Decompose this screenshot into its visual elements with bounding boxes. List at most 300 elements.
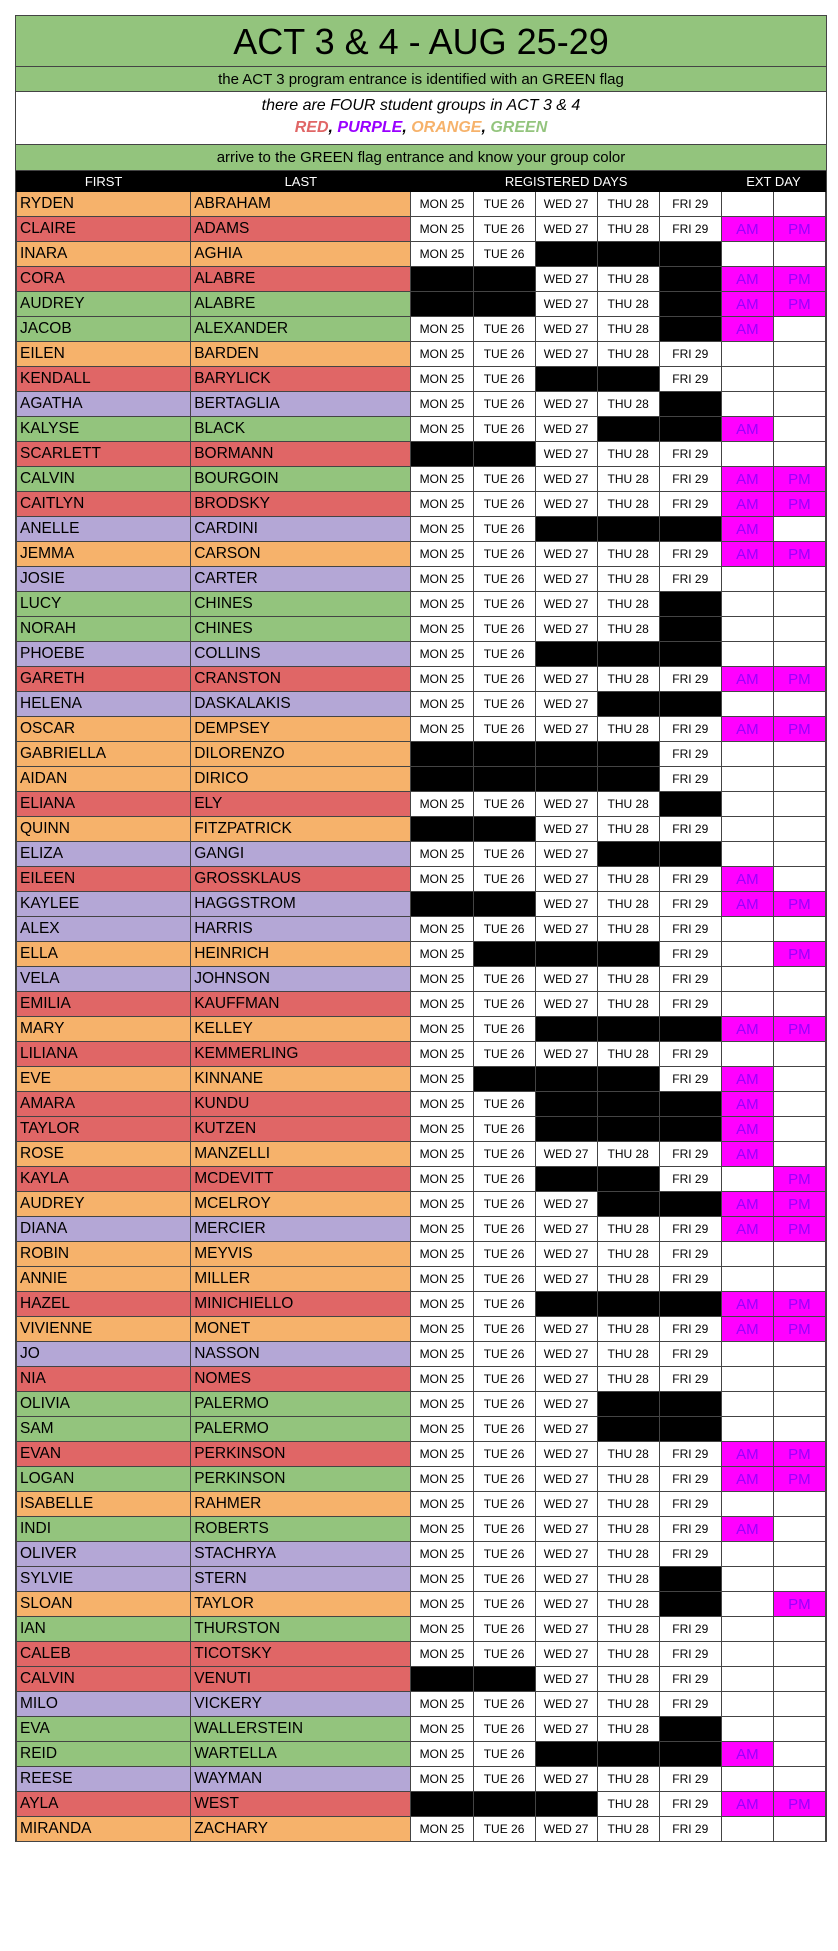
day-registered: FRI 29 [659,1692,721,1717]
ext-am: AM [721,667,773,692]
table-row [17,1617,826,1642]
last-name: THURSTON [191,1617,411,1642]
day-registered: MON 25 [411,1267,473,1292]
day-registered: TUE 26 [473,917,535,942]
day-registered: MON 25 [411,1567,473,1592]
day-registered: FRI 29 [659,1817,721,1842]
ext-pm [773,567,825,592]
ext-am [721,1617,773,1642]
ext-am: AM [721,1117,773,1142]
day-registered: MON 25 [411,1192,473,1217]
ext-am [721,967,773,992]
day-not-registered [535,1017,597,1042]
day-registered: FRI 29 [659,1642,721,1667]
day-registered: FRI 29 [659,917,721,942]
last-name: TAYLOR [191,1592,411,1617]
day-not-registered [597,1117,659,1142]
day-registered: MON 25 [411,592,473,617]
day-registered: TUE 26 [473,1417,535,1442]
table-row [17,1717,826,1742]
day-registered: THU 28 [597,1042,659,1067]
day-registered: WED 27 [535,817,597,842]
day-registered: THU 28 [597,967,659,992]
day-registered: MON 25 [411,842,473,867]
ext-am: AM [721,867,773,892]
day-registered: TUE 26 [473,342,535,367]
ext-am [721,592,773,617]
ext-pm [773,1067,825,1092]
day-registered: TUE 26 [473,592,535,617]
day-registered: TUE 26 [473,1567,535,1592]
ext-pm [773,1492,825,1517]
day-registered: FRI 29 [659,1267,721,1292]
table-row [17,242,826,267]
ext-pm [773,1742,825,1767]
day-registered: MON 25 [411,1592,473,1617]
day-registered: TUE 26 [473,1642,535,1667]
day-registered: MON 25 [411,1767,473,1792]
first-name: HAZEL [17,1292,191,1317]
day-registered: WED 27 [535,1142,597,1167]
last-name: CARSON [191,542,411,567]
first-name: RYDEN [17,192,191,217]
day-registered: THU 28 [597,1767,659,1792]
last-name: ALEXANDER [191,317,411,342]
day-registered: FRI 29 [659,1342,721,1367]
day-registered: THU 28 [597,467,659,492]
day-registered: FRI 29 [659,892,721,917]
day-registered: MON 25 [411,667,473,692]
ext-am: AM [721,467,773,492]
first-name: ROBIN [17,1242,191,1267]
ext-am [721,1417,773,1442]
ext-am [721,1692,773,1717]
day-registered: THU 28 [597,1642,659,1667]
ext-pm [773,692,825,717]
day-registered: WED 27 [535,492,597,517]
day-not-registered [411,442,473,467]
day-registered: MON 25 [411,517,473,542]
table-row [17,1192,826,1217]
day-registered: TUE 26 [473,1467,535,1492]
table-row [17,1392,826,1417]
day-registered: MON 25 [411,567,473,592]
day-registered: WED 27 [535,442,597,467]
first-name: ROSE [17,1142,191,1167]
ext-pm: PM [773,492,825,517]
ext-pm: PM [773,292,825,317]
day-registered: THU 28 [597,292,659,317]
table-row [17,367,826,392]
first-name: KENDALL [17,367,191,392]
first-name: CAITLYN [17,492,191,517]
first-name: AMARA [17,1092,191,1117]
table-row [17,542,826,567]
ext-pm [773,1342,825,1367]
group-orange: ORANGE [411,119,482,136]
table-row [17,492,826,517]
first-name: GABRIELLA [17,742,191,767]
day-registered: TUE 26 [473,692,535,717]
ext-am [721,1242,773,1267]
table-row [17,1417,826,1442]
day-registered: WED 27 [535,842,597,867]
day-registered: TUE 26 [473,1092,535,1117]
last-name: BRODSKY [191,492,411,517]
last-name: STACHRYA [191,1542,411,1567]
ext-am [721,1542,773,1567]
first-name: ELIANA [17,792,191,817]
day-registered: MON 25 [411,1017,473,1042]
day-not-registered [659,1192,721,1217]
ext-pm [773,367,825,392]
first-name: CALVIN [17,1667,191,1692]
day-registered: TUE 26 [473,1192,535,1217]
day-not-registered [597,1417,659,1442]
day-registered: MON 25 [411,1492,473,1517]
day-not-registered [597,842,659,867]
table-row [17,792,826,817]
day-registered: THU 28 [597,817,659,842]
ext-am: AM [721,217,773,242]
ext-pm [773,1542,825,1567]
day-registered: MON 25 [411,1742,473,1767]
first-name: KAYLEE [17,892,191,917]
first-name: DIANA [17,1217,191,1242]
day-registered: WED 27 [535,467,597,492]
first-name: EMILIA [17,992,191,1017]
table-row [17,1742,826,1767]
ext-am [721,917,773,942]
ext-pm [773,442,825,467]
day-registered: THU 28 [597,667,659,692]
day-registered: MON 25 [411,467,473,492]
first-name: JO [17,1342,191,1367]
ext-am [721,442,773,467]
day-registered: MON 25 [411,1042,473,1067]
group-red: RED [294,119,329,136]
day-not-registered [535,1067,597,1092]
group-purple: PURPLE [337,119,403,136]
ext-am [721,1767,773,1792]
day-registered: THU 28 [597,1692,659,1717]
day-registered: THU 28 [597,1142,659,1167]
first-name: LOGAN [17,1467,191,1492]
day-registered: FRI 29 [659,1142,721,1167]
day-registered: FRI 29 [659,767,721,792]
ext-am: AM [721,1292,773,1317]
ext-am: AM [721,1517,773,1542]
last-name: BOURGOIN [191,467,411,492]
ext-am: AM [721,717,773,742]
day-registered: MON 25 [411,1642,473,1667]
ext-am [721,1592,773,1617]
ext-pm [773,1517,825,1542]
last-name: MANZELLI [191,1142,411,1167]
last-name: KEMMERLING [191,1042,411,1067]
day-registered: FRI 29 [659,742,721,767]
day-registered: MON 25 [411,717,473,742]
day-registered: WED 27 [535,267,597,292]
table-row [17,1567,826,1592]
day-registered: TUE 26 [473,717,535,742]
day-not-registered [659,417,721,442]
day-not-registered [411,892,473,917]
day-not-registered [597,1742,659,1767]
first-name: HELENA [17,692,191,717]
day-registered: THU 28 [597,1592,659,1617]
first-name: AUDREY [17,292,191,317]
ext-pm: PM [773,1167,825,1192]
ext-am [721,1567,773,1592]
day-not-registered [659,1292,721,1317]
table-row [17,392,826,417]
day-not-registered [659,1567,721,1592]
day-registered: WED 27 [535,1042,597,1067]
day-not-registered [659,1592,721,1617]
last-name: KINNANE [191,1067,411,1092]
day-registered: TUE 26 [473,1167,535,1192]
first-name: GARETH [17,667,191,692]
day-registered: TUE 26 [473,992,535,1017]
groups-info [16,92,826,145]
day-not-registered [597,242,659,267]
day-registered: WED 27 [535,917,597,942]
ext-pm [773,792,825,817]
table-row [17,842,826,867]
ext-am: AM [721,1092,773,1117]
ext-pm [773,867,825,892]
day-registered: FRI 29 [659,1492,721,1517]
day-registered: MON 25 [411,1342,473,1367]
day-registered: FRI 29 [659,467,721,492]
day-registered: TUE 26 [473,242,535,267]
day-registered: WED 27 [535,1367,597,1392]
day-not-registered [535,767,597,792]
day-not-registered [535,367,597,392]
day-registered: TUE 26 [473,1292,535,1317]
first-name: NORAH [17,617,191,642]
day-registered: TUE 26 [473,417,535,442]
ext-pm: PM [773,667,825,692]
day-registered: TUE 26 [473,1717,535,1742]
day-registered: FRI 29 [659,667,721,692]
ext-pm [773,742,825,767]
ext-pm [773,1042,825,1067]
day-registered: MON 25 [411,1717,473,1742]
ext-am: AM [721,417,773,442]
first-name: INDI [17,1517,191,1542]
ext-am: AM [721,1067,773,1092]
day-not-registered [535,1092,597,1117]
day-registered: TUE 26 [473,1042,535,1067]
ext-pm [773,1642,825,1667]
table-row [17,467,826,492]
ext-am: AM [721,317,773,342]
first-name: ELLA [17,942,191,967]
group-green: GREEN [490,119,548,136]
ext-am: AM [721,1442,773,1467]
day-registered: MON 25 [411,1467,473,1492]
day-not-registered [659,392,721,417]
day-registered: THU 28 [597,192,659,217]
last-name: MILLER [191,1267,411,1292]
last-name: MONET [191,1317,411,1342]
ext-am: AM [721,1742,773,1767]
ext-pm [773,1392,825,1417]
day-registered: WED 27 [535,1392,597,1417]
day-registered: THU 28 [597,1542,659,1567]
last-name: VENUTI [191,1667,411,1692]
last-name: DIRICO [191,767,411,792]
ext-pm [773,1717,825,1742]
table-row [17,1817,826,1842]
first-name: LILIANA [17,1042,191,1067]
last-name: ZACHARY [191,1817,411,1842]
first-name: KAYLA [17,1167,191,1192]
last-name: DILORENZO [191,742,411,767]
table-row [17,942,826,967]
day-registered: FRI 29 [659,367,721,392]
table-row [17,1492,826,1517]
day-registered: TUE 26 [473,1317,535,1342]
day-not-registered [535,1792,597,1817]
last-name: MEYVIS [191,1242,411,1267]
day-registered: FRI 29 [659,1792,721,1817]
day-not-registered [597,942,659,967]
day-not-registered [473,742,535,767]
ext-am [721,567,773,592]
table-row [17,967,826,992]
ext-pm [773,242,825,267]
day-registered: MON 25 [411,1242,473,1267]
day-registered: TUE 26 [473,1767,535,1792]
first-name: JACOB [17,317,191,342]
ext-am [721,342,773,367]
day-registered: WED 27 [535,967,597,992]
day-registered: TUE 26 [473,1442,535,1467]
day-registered: FRI 29 [659,992,721,1017]
day-not-registered [597,1067,659,1092]
last-name: KELLEY [191,1017,411,1042]
table-row [17,917,826,942]
ext-am [721,1492,773,1517]
table-row [17,692,826,717]
ext-pm: PM [773,467,825,492]
day-registered: MON 25 [411,342,473,367]
day-registered: WED 27 [535,892,597,917]
ext-pm [773,1117,825,1142]
day-registered: WED 27 [535,1542,597,1567]
day-not-registered [473,292,535,317]
arrive-note: arrive to the GREEN flag entrance and know your group color [16,145,826,171]
ext-pm [773,767,825,792]
ext-pm: PM [773,892,825,917]
day-not-registered [659,617,721,642]
day-registered: MON 25 [411,367,473,392]
day-registered: WED 27 [535,342,597,367]
last-name: KUTZEN [191,1117,411,1142]
ext-am: AM [721,1317,773,1342]
first-name: OLIVER [17,1542,191,1567]
day-registered: WED 27 [535,1342,597,1367]
day-registered: THU 28 [597,1217,659,1242]
day-registered: THU 28 [597,1717,659,1742]
day-not-registered [411,767,473,792]
day-registered: MON 25 [411,917,473,942]
first-name: ALEX [17,917,191,942]
day-registered: FRI 29 [659,1467,721,1492]
day-registered: MON 25 [411,1692,473,1717]
ext-pm: PM [773,942,825,967]
day-registered: WED 27 [535,317,597,342]
day-registered: MON 25 [411,1367,473,1392]
day-registered: TUE 26 [473,1617,535,1642]
day-registered: TUE 26 [473,1117,535,1142]
first-name: CORA [17,267,191,292]
table-row [17,1167,826,1192]
day-registered: MON 25 [411,942,473,967]
day-registered: THU 28 [597,317,659,342]
ext-am: AM [721,1217,773,1242]
last-name: PERKINSON [191,1467,411,1492]
table-row [17,192,826,217]
day-registered: WED 27 [535,592,597,617]
day-registered: THU 28 [597,1792,659,1817]
ext-am [721,642,773,667]
day-registered: FRI 29 [659,1317,721,1342]
day-registered: FRI 29 [659,1617,721,1642]
ext-am [721,1642,773,1667]
last-name: WALLERSTEIN [191,1717,411,1742]
day-registered: MON 25 [411,1442,473,1467]
ext-pm: PM [773,1442,825,1467]
last-name: CARTER [191,567,411,592]
day-registered: MON 25 [411,1117,473,1142]
table-row [17,1767,826,1792]
day-registered: FRI 29 [659,1667,721,1692]
day-registered: THU 28 [597,1567,659,1592]
day-registered: FRI 29 [659,1042,721,1067]
first-name: INARA [17,242,191,267]
first-name: AGATHA [17,392,191,417]
day-registered: FRI 29 [659,967,721,992]
group-color-list: RED, PURPLE, ORANGE, GREEN [294,119,548,136]
ext-am [721,1042,773,1067]
last-name: PALERMO [191,1417,411,1442]
last-name: HARRIS [191,917,411,942]
ext-am [721,842,773,867]
table-row [17,742,826,767]
last-name: COLLINS [191,642,411,667]
first-name: JOSIE [17,567,191,592]
first-name: CALVIN [17,467,191,492]
day-registered: THU 28 [597,867,659,892]
day-not-registered [535,517,597,542]
ext-pm [773,967,825,992]
day-not-registered [473,1667,535,1692]
day-registered: WED 27 [535,792,597,817]
table-row [17,1592,826,1617]
day-not-registered [411,1667,473,1692]
day-registered: FRI 29 [659,817,721,842]
ext-pm [773,1567,825,1592]
day-registered: THU 28 [597,1317,659,1342]
day-not-registered [597,367,659,392]
day-registered: WED 27 [535,1567,597,1592]
day-not-registered [659,592,721,617]
ext-am [721,1667,773,1692]
